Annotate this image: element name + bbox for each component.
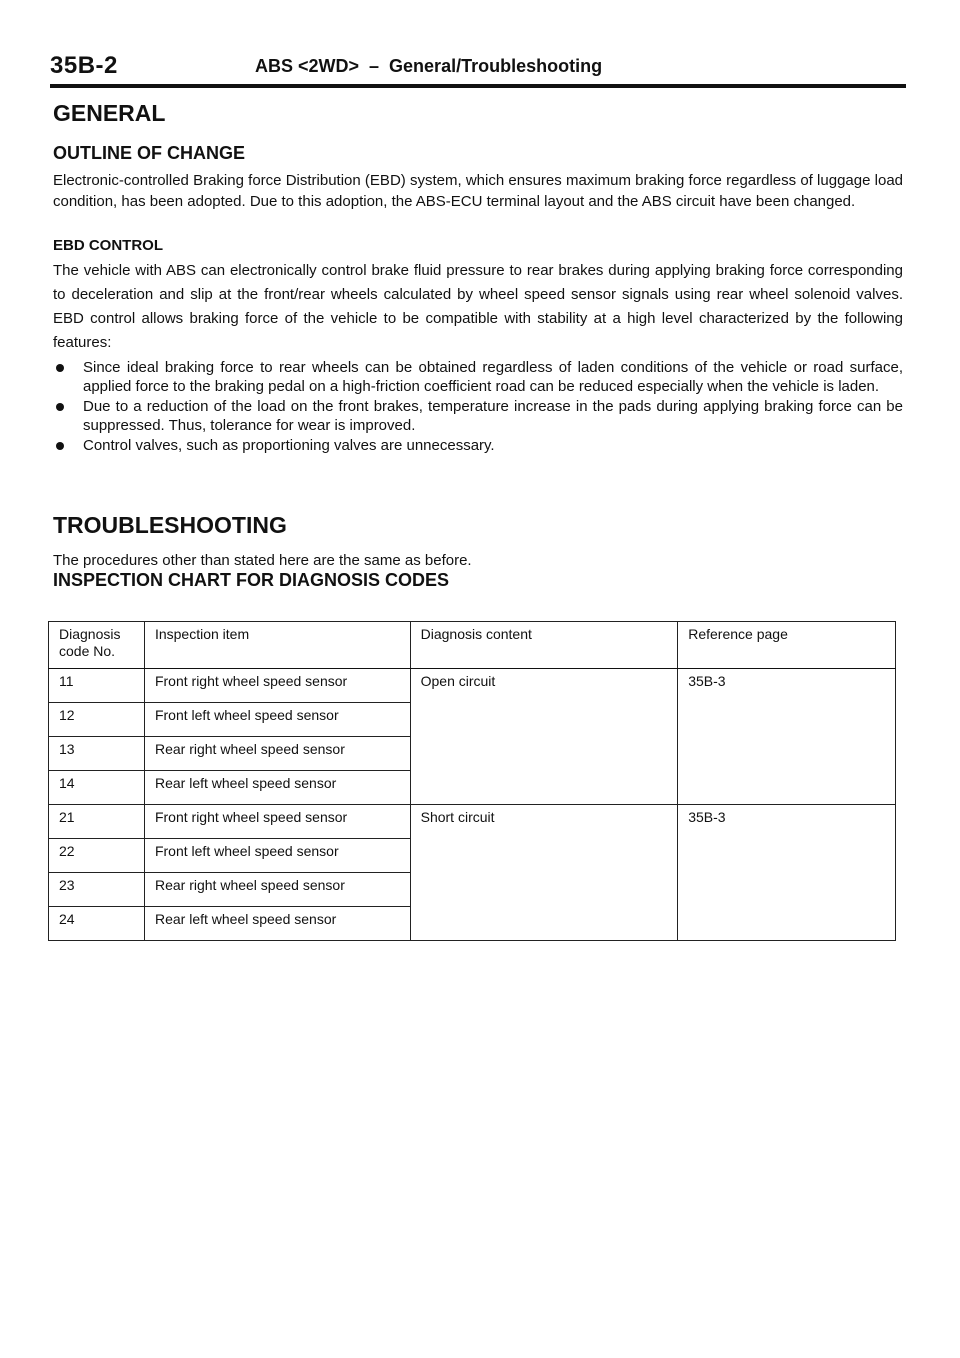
cell-item: Front right wheel speed sensor — [144, 669, 410, 703]
chart-heading: INSPECTION CHART FOR DIAGNOSIS CODES — [53, 570, 450, 590]
list-item-text: Control valves, such as proportioning valves are unnecessary. — [83, 437, 495, 454]
outline-heading: OUTLINE OF CHANGE — [53, 143, 245, 163]
bullet-icon — [56, 364, 64, 372]
list-item — [53, 436, 903, 455]
cell-code: 14 — [49, 771, 145, 805]
diagnosis-chart-table — [48, 621, 896, 941]
header-rule — [50, 84, 906, 88]
header-reference: Reference page — [678, 622, 896, 669]
cell-code: 12 — [49, 703, 145, 737]
cell-reference: 35B-3 — [678, 805, 896, 941]
cell-code: 11 — [49, 669, 145, 703]
ebd-paragraph: The vehicle with ABS can electronically control brake fluid pressure to rear brakes during applying braking force corresponding to deceleration and slip at the front/rear wheels calculated by wheel speed sensor signals using rear wheel solenoid valves. EBD control allows braking force of the vehicle to be compatible with stability at a high level characterized by the following features: — [53, 262, 903, 351]
page-number: 35B-2 — [50, 52, 118, 79]
cell-code: 24 — [49, 907, 145, 941]
outline-paragraph: Electronic-controlled Braking force Distribution (EBD) system, which ensures maximum braking force regardless of luggage load condition, has been adopted. Due to this adoption, the ABS-ECU terminal layout and the ABS circuit have been changed. — [53, 172, 903, 210]
header-content: Diagnosis content — [410, 622, 678, 669]
cell-item: Front right wheel speed sensor — [144, 805, 410, 839]
cell-code: 22 — [49, 839, 145, 873]
cell-content: Short circuit — [410, 805, 678, 941]
troubleshooting-intro: The procedures other than stated here are the same as before. — [53, 552, 472, 569]
header-code: Diagnosis code No. — [49, 622, 145, 669]
cell-item: Rear right wheel speed sensor — [144, 873, 410, 907]
cell-reference: 35B-3 — [678, 669, 896, 805]
list-item — [53, 358, 903, 396]
cell-item: Front left wheel speed sensor — [144, 839, 410, 873]
list-item-text: Since ideal braking force to rear wheels can be obtained regardless of laden conditions of the vehicle or road surface, applied force to the braking pedal on a high-friction coefficient road can be reduced especially when the vehicle is laden. — [83, 359, 903, 395]
cell-code: 13 — [49, 737, 145, 771]
cell-item: Rear left wheel speed sensor — [144, 907, 410, 941]
table-row — [49, 805, 896, 839]
table-header-row — [49, 622, 896, 669]
cell-item: Rear left wheel speed sensor — [144, 771, 410, 805]
cell-content: Open circuit — [410, 669, 678, 805]
bullet-icon — [56, 403, 64, 411]
header-item: Inspection item — [144, 622, 410, 669]
cell-item: Rear right wheel speed sensor — [144, 737, 410, 771]
page-header — [50, 52, 906, 82]
list-item — [53, 397, 903, 435]
cell-item: Front left wheel speed sensor — [144, 703, 410, 737]
feature-list — [53, 358, 903, 456]
table-row — [49, 669, 896, 703]
general-heading: GENERAL — [53, 100, 166, 126]
header-title: ABS <2WD> – General/Troubleshooting — [255, 56, 603, 76]
ebd-heading: EBD CONTROL — [53, 237, 163, 254]
troubleshooting-heading: TROUBLESHOOTING — [53, 512, 287, 538]
cell-code: 23 — [49, 873, 145, 907]
cell-code: 21 — [49, 805, 145, 839]
list-item-text: Due to a reduction of the load on the front brakes, temperature increase in the pads during applying braking force can be suppressed. Thus, tolerance for wear is improved. — [83, 398, 903, 434]
bullet-icon — [56, 442, 64, 450]
